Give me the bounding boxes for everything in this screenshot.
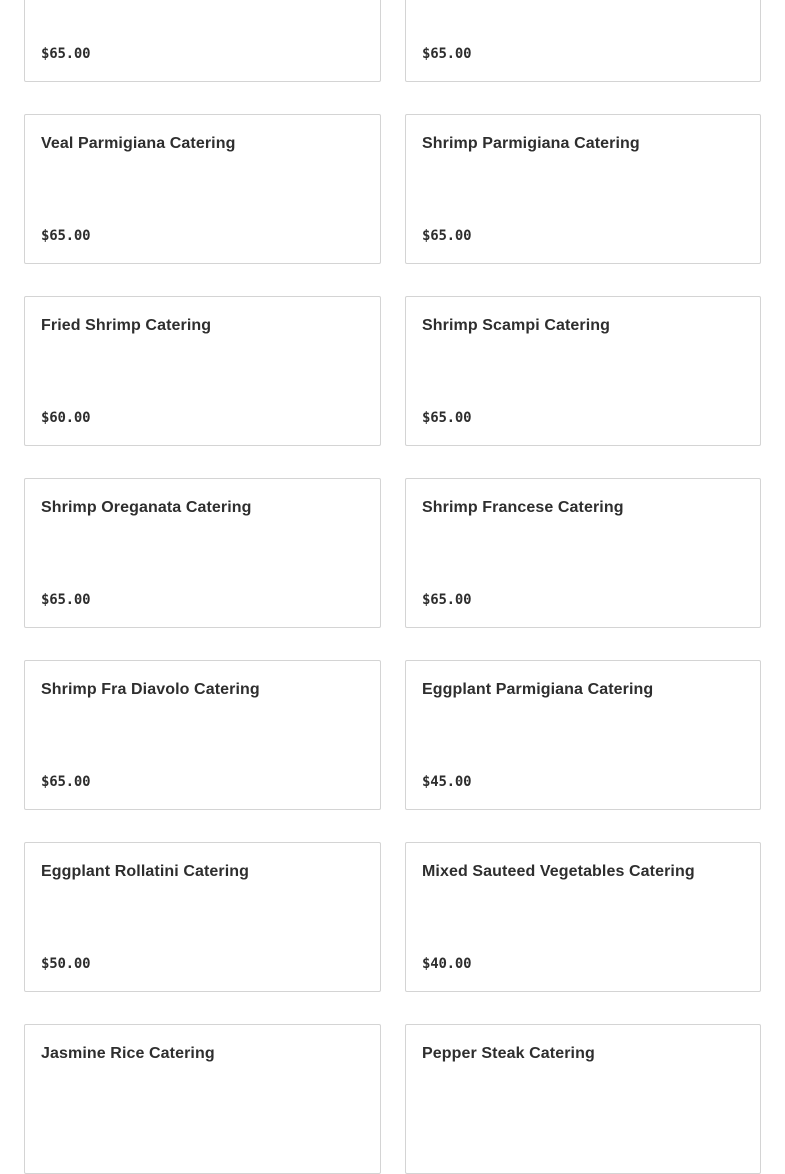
menu-item-card[interactable] xyxy=(24,296,381,446)
menu-item-name: Mixed Sauteed Vegetables Catering xyxy=(422,863,695,880)
menu-item-card[interactable] xyxy=(405,296,761,446)
menu-item-card[interactable] xyxy=(24,478,381,628)
menu-item-price: $60.00 xyxy=(41,410,91,426)
menu-item-price: $45.00 xyxy=(422,774,472,790)
menu-item-name: Fried Shrimp Catering xyxy=(41,317,212,334)
menu-item-price: $65.00 xyxy=(41,592,91,608)
menu-item-price: $65.00 xyxy=(422,592,472,608)
menu-item-name: Veal Parmigiana Catering xyxy=(41,135,236,152)
menu-item-card[interactable] xyxy=(405,0,761,82)
menu-item-name: Shrimp Parmigiana Catering xyxy=(422,135,640,152)
menu-item-card[interactable] xyxy=(24,0,381,82)
menu-item-name: Jasmine Rice Catering xyxy=(41,1045,215,1062)
menu-item-price: $65.00 xyxy=(41,228,91,244)
menu-item-price: $65.00 xyxy=(422,46,472,62)
menu-item-price: $65.00 xyxy=(41,46,91,62)
menu-items-grid xyxy=(24,0,761,1174)
menu-item-name: Shrimp Francese Catering xyxy=(422,499,624,516)
menu-item-price: $65.00 xyxy=(41,774,91,790)
menu-item-card[interactable] xyxy=(405,478,761,628)
menu-item-price: $65.00 xyxy=(422,410,472,426)
menu-item-name: Pepper Steak Catering xyxy=(422,1045,595,1062)
menu-item-card[interactable] xyxy=(405,1024,761,1174)
menu-item-card[interactable] xyxy=(405,842,761,992)
menu-item-name: Eggplant Parmigiana Catering xyxy=(422,681,654,698)
menu-item-price: $40.00 xyxy=(422,956,472,972)
menu-item-card[interactable] xyxy=(24,1024,381,1174)
menu-item-price: $50.00 xyxy=(41,956,91,972)
menu-item-name: Shrimp Scampi Catering xyxy=(422,317,611,334)
menu-item-card[interactable] xyxy=(405,660,761,810)
menu-item-card[interactable] xyxy=(24,660,381,810)
menu-item-price: $65.00 xyxy=(422,228,472,244)
menu-item-name: Shrimp Fra Diavolo Catering xyxy=(41,681,260,698)
menu-item-name: Eggplant Rollatini Catering xyxy=(41,863,250,880)
menu-item-card[interactable] xyxy=(24,114,381,264)
menu-item-name: Shrimp Oreganata Catering xyxy=(41,499,252,516)
menu-item-card[interactable] xyxy=(24,842,381,992)
menu-item-card[interactable] xyxy=(405,114,761,264)
